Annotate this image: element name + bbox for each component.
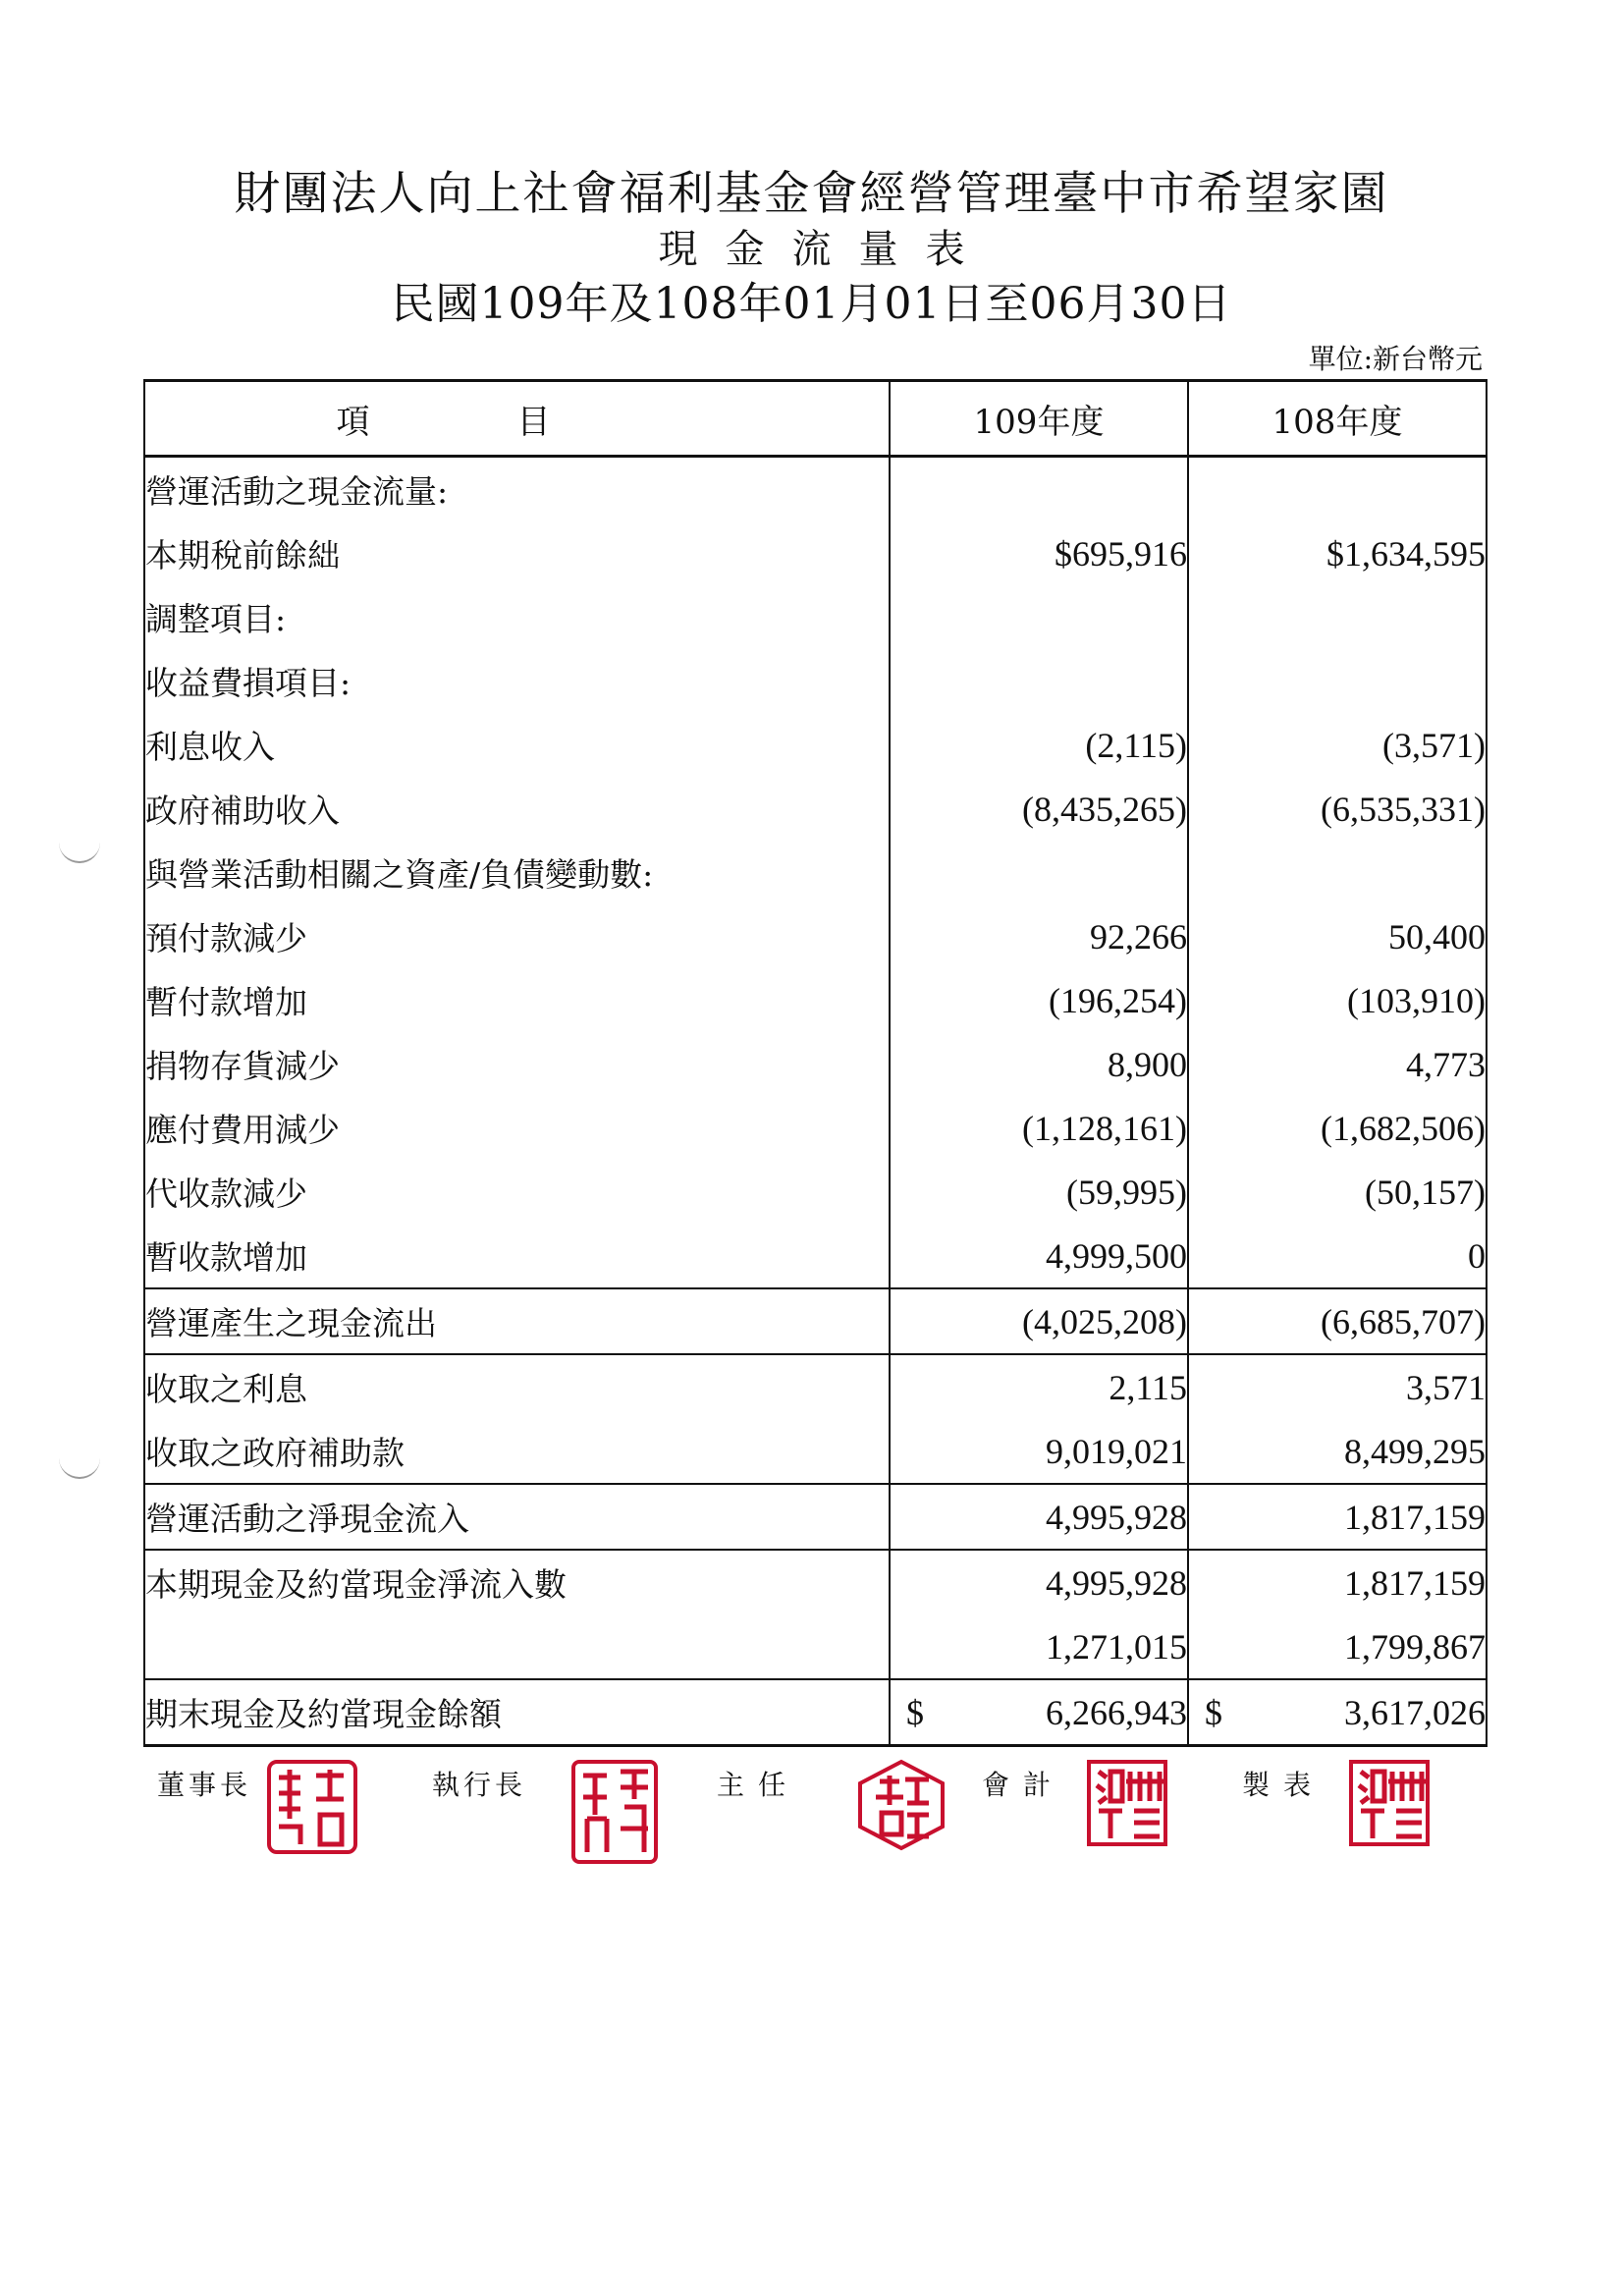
row-label: 收取之政府補助款	[144, 1419, 890, 1484]
signature-label-preparer: 製表	[1242, 1769, 1325, 1801]
value-109	[890, 457, 1188, 522]
org-title: 財團法人向上社會福利基金會經營管理臺中市希望家園	[234, 167, 1389, 221]
row-label: 預付款減少	[144, 904, 890, 968]
value-108: $1,634,595	[1188, 521, 1487, 585]
value-108: (1,682,506)	[1188, 1096, 1487, 1160]
value-109: 4,999,500	[890, 1224, 1188, 1288]
table-header-row	[144, 381, 1487, 457]
value-108: (50,157)	[1188, 1160, 1487, 1224]
row-label: 本期稅前餘絀	[144, 521, 890, 585]
table-row	[144, 1484, 1487, 1550]
report-title: 現金流量表	[658, 227, 993, 272]
column-header-item: 項目	[144, 381, 890, 457]
table-row	[144, 1160, 1487, 1224]
value-108	[1188, 457, 1487, 522]
value-108: 1,817,159	[1188, 1484, 1487, 1550]
cash-flow-table	[143, 379, 1488, 1747]
row-label: 代收款減少	[144, 1160, 890, 1224]
value-109: 9,019,021	[890, 1419, 1188, 1484]
row-label: 期末現金及約當現金餘額	[144, 1679, 890, 1746]
accountant-seal-stamp	[1085, 1758, 1169, 1848]
value-109: $695,916	[890, 521, 1188, 585]
director-seal-stamp	[854, 1758, 948, 1852]
currency-symbol: $	[906, 1692, 924, 1732]
row-label: 營運活動之現金流量:	[144, 457, 890, 522]
value-108: 8,499,295	[1188, 1419, 1487, 1484]
preparer-seal-stamp	[1347, 1758, 1432, 1848]
value-109: 1,271,015	[890, 1614, 1188, 1679]
value-108	[1188, 649, 1487, 713]
table-row	[144, 1354, 1487, 1419]
value-109: (1,128,161)	[890, 1096, 1188, 1160]
report-period: 民國109年及108年01月01日至06月30日	[391, 279, 1232, 329]
value-109: 6,266,943	[1046, 1692, 1187, 1732]
value-108: (6,685,707)	[1188, 1288, 1487, 1354]
signature-label-accountant: 會計	[982, 1769, 1065, 1801]
value-108: (103,910)	[1188, 968, 1487, 1032]
row-label: 營運產生之現金流出	[144, 1288, 890, 1354]
value-108: 1,799,867	[1188, 1614, 1487, 1679]
table-row	[144, 713, 1487, 777]
value-108: 0	[1188, 1224, 1487, 1288]
column-header-109: 109年度	[890, 381, 1188, 457]
value-108: 3,571	[1188, 1354, 1487, 1419]
punch-hole-mark	[59, 1455, 100, 1479]
row-label: 營運活動之淨現金流入	[144, 1484, 890, 1550]
table-row	[144, 1614, 1487, 1679]
value-108: 4,773	[1188, 1032, 1487, 1096]
row-label: 捐物存貨減少	[144, 1032, 890, 1096]
table-row	[144, 968, 1487, 1032]
table-row	[144, 1096, 1487, 1160]
value-108	[1188, 841, 1487, 904]
value-109: (2,115)	[890, 713, 1188, 777]
table-row	[144, 1288, 1487, 1354]
value-109: 8,900	[890, 1032, 1188, 1096]
table-row	[144, 841, 1487, 904]
row-label: 收取之利息	[144, 1354, 890, 1419]
table-row	[144, 1032, 1487, 1096]
value-109: (8,435,265)	[890, 777, 1188, 841]
row-label: 與營業活動相關之資產/負債變動數:	[144, 841, 890, 904]
signature-label-chairman: 董事長	[157, 1769, 252, 1801]
ceo-seal-stamp	[569, 1758, 660, 1866]
chairman-seal-stamp	[265, 1758, 359, 1856]
table-row-total	[144, 1679, 1487, 1746]
table-row	[144, 1550, 1487, 1614]
value-109: 2,115	[890, 1354, 1188, 1419]
table-row	[144, 1419, 1487, 1484]
value-109: 92,266	[890, 904, 1188, 968]
value-108	[1188, 585, 1487, 649]
row-label: 調整項目:	[144, 585, 890, 649]
value-109: 4,995,928	[890, 1484, 1188, 1550]
row-label: 本期現金及約當現金淨流入數	[144, 1550, 890, 1614]
signature-label-ceo: 執行長	[432, 1769, 527, 1801]
row-label: 暫收款增加	[144, 1224, 890, 1288]
value-109	[890, 585, 1188, 649]
table-row	[144, 904, 1487, 968]
table-row	[144, 777, 1487, 841]
signature-row	[0, 1758, 1623, 1876]
value-108: 1,817,159	[1188, 1550, 1487, 1614]
row-label: 收益費損項目:	[144, 649, 890, 713]
value-108: 50,400	[1188, 904, 1487, 968]
value-108: (6,535,331)	[1188, 777, 1487, 841]
column-header-108: 108年度	[1188, 381, 1487, 457]
value-108: 3,617,026	[1344, 1692, 1486, 1732]
value-109	[890, 841, 1188, 904]
value-109: (4,025,208)	[890, 1288, 1188, 1354]
currency-unit: 單位:新台幣元	[1308, 343, 1483, 375]
table-row	[144, 457, 1487, 522]
table-row	[144, 521, 1487, 585]
cash-flow-table-wrapper	[143, 379, 1486, 1734]
value-108: (3,571)	[1188, 713, 1487, 777]
value-109: 4,995,928	[890, 1550, 1188, 1614]
value-108-cell	[1188, 1679, 1487, 1746]
currency-symbol: $	[1205, 1692, 1222, 1732]
value-109	[890, 649, 1188, 713]
table-row	[144, 649, 1487, 713]
row-label: 政府補助收入	[144, 777, 890, 841]
signature-label-director: 主任	[717, 1769, 800, 1801]
value-109: (59,995)	[890, 1160, 1188, 1224]
row-label	[144, 1614, 890, 1679]
row-label: 利息收入	[144, 713, 890, 777]
punch-hole-mark	[59, 840, 100, 863]
table-row	[144, 585, 1487, 649]
row-label: 應付費用減少	[144, 1096, 890, 1160]
value-109-cell	[890, 1679, 1188, 1746]
table-row	[144, 1224, 1487, 1288]
value-109: (196,254)	[890, 968, 1188, 1032]
row-label: 暫付款增加	[144, 968, 890, 1032]
